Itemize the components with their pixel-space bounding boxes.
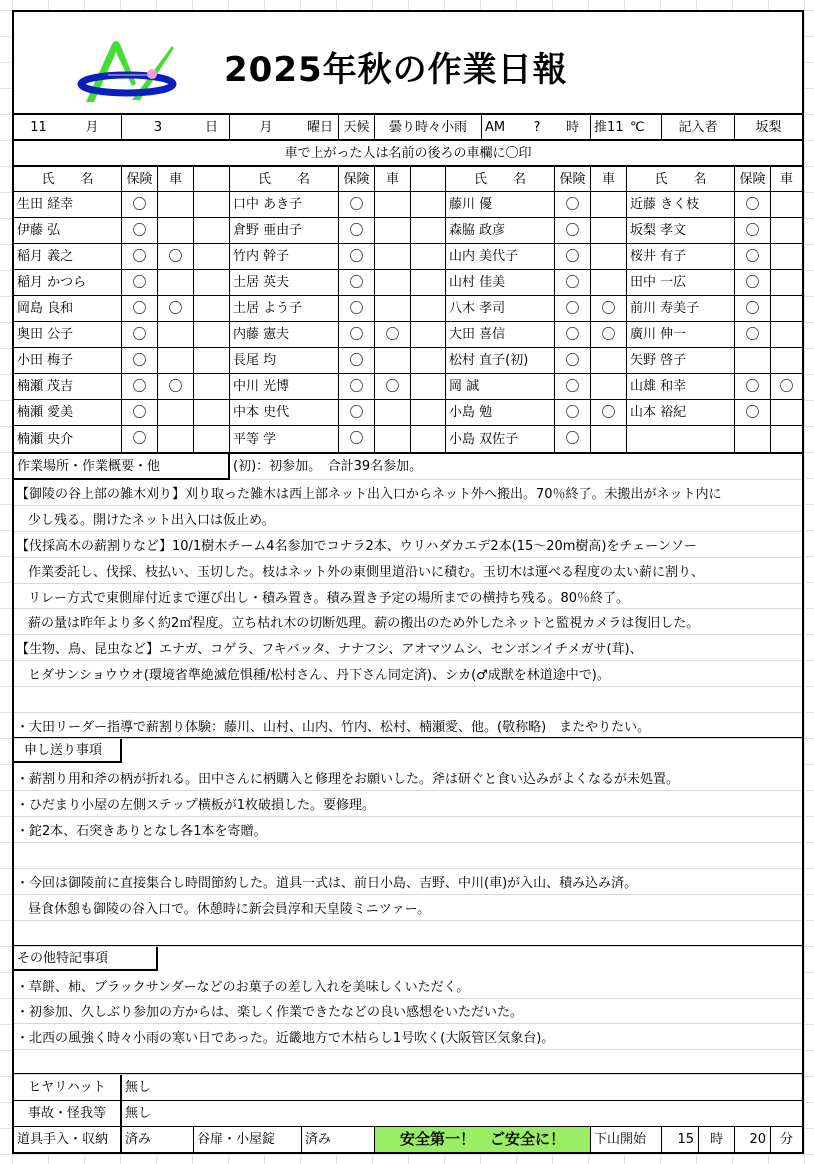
tools-label: 道具手入・収納	[14, 1127, 122, 1152]
car-mark	[771, 348, 802, 374]
month-label: 月	[63, 115, 122, 139]
notes-section	[14, 947, 802, 1075]
work-description-line	[14, 687, 802, 713]
insurance-mark: 〇	[122, 218, 158, 244]
roster-header-car: 車	[771, 167, 802, 192]
car-mark	[771, 322, 802, 348]
roster-spare-cell	[411, 244, 446, 270]
handover-line: ・ひだまり小屋の左側ステップ横板が1枚破損した。要修理。	[14, 791, 802, 817]
descent-minute-label: 分	[779, 1132, 793, 1147]
insurance-mark: 〇	[339, 400, 375, 426]
member-name: 岡 誠	[446, 374, 555, 400]
roster-spare-cell	[194, 218, 230, 244]
car-mark	[375, 400, 411, 426]
member-name: 八木 孝司	[446, 296, 555, 322]
insurance-mark: 〇	[339, 348, 375, 374]
member-name: 近藤 きく枝	[627, 192, 735, 218]
car-mark	[591, 348, 627, 374]
member-name: 奥田 公子	[14, 322, 122, 348]
recorder-value: 坂梨	[755, 119, 782, 135]
member-name: 藤川 優	[446, 192, 555, 218]
member-name: 山雄 和幸	[627, 374, 735, 400]
notes-line	[14, 1050, 802, 1076]
insurance-mark: 〇	[122, 374, 158, 400]
roster-spare-cell	[411, 218, 446, 244]
insurance-mark: 〇	[339, 374, 375, 400]
insurance-mark: 〇	[122, 322, 158, 348]
member-name: 田中 一広	[627, 270, 735, 296]
roster-spare-cell	[411, 348, 446, 374]
car-mark	[771, 426, 802, 452]
roster-header-insurance: 保険	[339, 167, 375, 192]
work-description-line: 作業委託し、伐採、枝払い、玉切した。枝はネット外の東側里道沿いに積む。玉切木は運べる程度の太い薪に割り、	[14, 558, 802, 584]
work-description-line: ・大田リーダー指導で薪割り体験：藤川、山村、山内、竹内、松村、楠瀬愛、他。(敬称略) またやりたい。	[14, 713, 802, 739]
weekday-value: 月	[259, 119, 273, 135]
member-name: 矢野 啓子	[627, 348, 735, 374]
member-name: 前川 寿美子	[627, 296, 735, 322]
member-name: 楠瀬 央介	[14, 426, 122, 452]
car-mark: 〇	[591, 322, 627, 348]
roster-spare-cell	[194, 426, 230, 452]
roster-header-car: 車	[375, 167, 411, 192]
insurance-mark: 〇	[735, 192, 771, 218]
car-mark: 〇	[771, 374, 802, 400]
member-name: 小田 梅子	[14, 348, 122, 374]
roster-header-insurance: 保険	[735, 167, 771, 192]
roster-spare-cell	[194, 192, 230, 218]
roster-spare-cell	[411, 374, 446, 400]
work-description-line: 薪の量は昨年より多く約2㎥程度。立ち枯れ木の切断処理。薪の搬出のため外したネットと監視カメラは復旧した。	[14, 610, 802, 636]
member-name: 生田 経幸	[14, 192, 122, 218]
car-mark	[375, 244, 411, 270]
daily-report-sheet	[12, 10, 804, 1154]
tools-value: 済み	[122, 1127, 194, 1152]
roster-header-car: 車	[158, 167, 194, 192]
descent-hour: 15	[662, 1127, 699, 1152]
handover-line: ・薪割り用和斧の柄が折れる。田中さんに柄購入と修理をお願いした。斧は研ぐと食い込みがよくなるが未処置。	[14, 765, 802, 791]
car-mark	[158, 218, 194, 244]
member-name: 中本 史代	[230, 400, 339, 426]
insurance-mark: 〇	[735, 270, 771, 296]
insurance-mark: 〇	[339, 296, 375, 322]
gate-lock-value: 済み	[302, 1127, 375, 1152]
car-mark	[591, 426, 627, 452]
car-mark	[771, 244, 802, 270]
insurance-mark: 〇	[735, 218, 771, 244]
insurance-mark: 〇	[122, 192, 158, 218]
insurance-mark: 〇	[339, 244, 375, 270]
insurance-mark: 〇	[555, 270, 591, 296]
member-name: 平等 学	[230, 426, 339, 452]
car-mark	[591, 244, 627, 270]
member-roster-table	[14, 167, 802, 454]
insurance-mark: 〇	[122, 426, 158, 452]
car-mark: 〇	[591, 296, 627, 322]
member-name: 楠瀬 愛美	[14, 400, 122, 426]
member-name: 桜井 有子	[627, 244, 735, 270]
car-mark	[158, 426, 194, 452]
car-mark	[591, 374, 627, 400]
car-mark	[591, 192, 627, 218]
roster-header-name: 氏 名	[446, 167, 555, 192]
day-label: 日	[194, 115, 230, 139]
insurance-mark: 〇	[555, 244, 591, 270]
member-name: 土居 よう子	[230, 296, 339, 322]
handover-line	[14, 843, 802, 869]
accident-value: 無し	[122, 1101, 802, 1127]
insurance-mark: 〇	[339, 192, 375, 218]
car-mark: 〇	[375, 322, 411, 348]
roster-spare-cell	[411, 400, 446, 426]
header-info-row	[14, 115, 802, 141]
roster-header-name: 氏 名	[627, 167, 735, 192]
roster-spare-cell	[411, 426, 446, 452]
notes-line: ・草餅、柿、ブラックサンダーなどのお菓子の差し入れを美味しくいただく。	[14, 973, 802, 999]
insurance-mark: 〇	[555, 322, 591, 348]
work-description-line: 【伐採高木の薪割りなど】10/1樹木チーム4名参加でコナラ2本、ウリハダカエデ2本(15～20m樹高)をチェーンソー	[14, 532, 802, 558]
weather-value: 曇り時々小雨	[375, 115, 482, 139]
member-name: 山内 美代子	[446, 244, 555, 270]
temperature-value: 推11	[594, 119, 624, 135]
insurance-mark: 〇	[555, 348, 591, 374]
hour-label: 時	[555, 115, 591, 139]
insurance-mark: 〇	[122, 244, 158, 270]
car-mark	[375, 296, 411, 322]
member-name: 稲月 義之	[14, 244, 122, 270]
work-description-line: ヒダサンショウウオ(環境省準絶滅危惧種/松村さん、丹下さん同定済)、シカ(♂成獣を林道途中で)。	[14, 661, 802, 687]
roster-spare-cell	[194, 374, 230, 400]
member-name: 楠瀬 茂吉	[14, 374, 122, 400]
temperature-unit: ℃	[627, 115, 662, 139]
descent-minute: 20	[735, 1127, 771, 1152]
roster-header-name: 氏 名	[230, 167, 339, 192]
car-mark: 〇	[158, 244, 194, 270]
insurance-mark: 〇	[735, 374, 771, 400]
car-note: 車で上がった人は名前の後ろの車欄に〇印	[14, 141, 802, 167]
roster-spare-cell	[194, 296, 230, 322]
participation-summary: (初)：初参加。 合計39名参加。	[230, 454, 802, 480]
insurance-mark: 〇	[555, 218, 591, 244]
car-mark	[375, 348, 411, 374]
ampm-value: AM	[485, 119, 506, 135]
recorder-label: 記入者	[662, 115, 735, 139]
car-mark: 〇	[158, 296, 194, 322]
member-name: 山本 裕紀	[627, 400, 735, 426]
roster-header-name: 氏 名	[14, 167, 122, 192]
member-name: 土居 英夫	[230, 270, 339, 296]
car-mark	[771, 270, 802, 296]
car-mark: 〇	[375, 374, 411, 400]
car-mark	[375, 192, 411, 218]
member-name: 松村 直子(初)	[446, 348, 555, 374]
insurance-mark: 〇	[555, 192, 591, 218]
member-name: 小島 双佐子	[446, 426, 555, 452]
work-description-line: リレー方式で東側扉付近まで運び出し・積み置き。積み置き予定の場所までの横持ち残る。80％終了。	[14, 584, 802, 610]
work-description-line: 【生物、鳥、昆虫など】エナガ、コゲラ、フキバッタ、ナナフシ、アオマツムシ、センボンイチメガサ(茸)、	[14, 635, 802, 661]
roster-spare-cell	[411, 270, 446, 296]
car-mark	[158, 270, 194, 296]
roster-header-car: 車	[591, 167, 627, 192]
roster-spare-cell	[194, 167, 230, 192]
car-mark: 〇	[591, 400, 627, 426]
title-area	[14, 12, 802, 115]
member-name: 内藤 憲夫	[230, 322, 339, 348]
work-description-line: 【御陵の谷上部の雑木刈り】刈り取った雑木は西上部ネット出入口からネット外へ搬出。70％終了。未搬出がネット内に	[14, 480, 802, 506]
roster-spare-cell	[194, 400, 230, 426]
member-name: 倉野 亜由子	[230, 218, 339, 244]
insurance-mark: 〇	[735, 400, 771, 426]
notes-label: その他特記事項	[14, 947, 158, 971]
near-miss-value: 無し	[122, 1075, 802, 1101]
car-mark	[375, 270, 411, 296]
safety-slogan: 安全第一！ ご安全に！	[375, 1127, 591, 1152]
insurance-mark: 〇	[339, 270, 375, 296]
work-description-line: 少し残る。開けたネット出入口は仮止め。	[14, 506, 802, 532]
insurance-mark: 〇	[122, 270, 158, 296]
member-name: 山村 佳美	[446, 270, 555, 296]
insurance-mark: 〇	[555, 400, 591, 426]
insurance-mark: 〇	[122, 296, 158, 322]
insurance-mark: 〇	[555, 296, 591, 322]
day-value: 3	[153, 119, 163, 135]
handover-line: 昼食休憩も御陵の谷入口で。休憩時に新会員淳和天皇陵ミニツァー。	[14, 895, 802, 921]
car-mark	[771, 192, 802, 218]
member-name: 竹内 幹子	[230, 244, 339, 270]
insurance-mark: 〇	[735, 296, 771, 322]
accident-label: 事故・怪我等	[14, 1101, 122, 1127]
roster-header-insurance: 保険	[555, 167, 591, 192]
car-mark	[158, 400, 194, 426]
roster-spare-cell	[411, 192, 446, 218]
member-name: 長尾 均	[230, 348, 339, 374]
insurance-mark: 〇	[555, 426, 591, 452]
hour-value: ?	[533, 119, 541, 135]
insurance-mark: 〇	[122, 348, 158, 374]
member-name: 中川 光博	[230, 374, 339, 400]
car-mark	[591, 270, 627, 296]
member-name: 口中 あき子	[230, 192, 339, 218]
insurance-mark: 〇	[122, 400, 158, 426]
insurance-mark: 〇	[555, 374, 591, 400]
handover-line	[14, 921, 802, 947]
month-value: 11	[30, 119, 47, 135]
car-mark	[375, 218, 411, 244]
gate-lock-label: 谷扉・小屋錠	[194, 1127, 302, 1152]
car-mark	[158, 348, 194, 374]
insurance-mark: 〇	[339, 218, 375, 244]
work-section	[14, 454, 802, 739]
organization-logo-icon	[74, 34, 184, 106]
weather-label: 天候	[339, 115, 375, 139]
member-name: 稲月 かつら	[14, 270, 122, 296]
roster-spare-cell	[194, 322, 230, 348]
roster-header-insurance: 保険	[122, 167, 158, 192]
page-title: 2025年秋の作業日報	[224, 50, 568, 90]
roster-spare-cell	[411, 167, 446, 192]
car-mark	[591, 218, 627, 244]
handover-line: ・今回は御陵前に直接集合し時間節約した。道具一式は、前日小島、吉野、中川(車)が入山、積み込み済。	[14, 869, 802, 895]
car-mark	[375, 426, 411, 452]
notes-line: ・北西の風強く時々小雨の寒い日であった。近畿地方で木枯らし1号吹く(大阪管区気象台)。	[14, 1024, 802, 1050]
car-mark	[771, 400, 802, 426]
insurance-mark: 〇	[339, 426, 375, 452]
insurance-mark	[735, 348, 771, 374]
member-name: 岡島 良和	[14, 296, 122, 322]
insurance-mark: 〇	[735, 322, 771, 348]
handover-label: 申し送り事項	[14, 739, 122, 763]
member-name: 廣川 伸一	[627, 322, 735, 348]
car-mark	[158, 322, 194, 348]
car-mark	[771, 218, 802, 244]
member-name: 大田 喜信	[446, 322, 555, 348]
roster-spare-cell	[194, 244, 230, 270]
member-name: 森脇 政彦	[446, 218, 555, 244]
roster-spare-cell	[194, 270, 230, 296]
descent-start-label: 下山開始	[591, 1127, 662, 1152]
roster-spare-cell	[411, 296, 446, 322]
weekday-label: 曜日	[302, 115, 339, 139]
car-mark	[771, 296, 802, 322]
member-name: 小島 勉	[446, 400, 555, 426]
descent-hour-label: 時	[699, 1127, 735, 1152]
work-section-label: 作業場所・作業概要・他	[14, 454, 230, 480]
insurance-mark: 〇	[735, 244, 771, 270]
member-name	[627, 426, 735, 452]
car-mark: 〇	[158, 374, 194, 400]
near-miss-label: ヒヤリハット	[14, 1075, 122, 1101]
footer-section	[14, 1075, 802, 1152]
member-name: 伊藤 弘	[14, 218, 122, 244]
handover-section	[14, 739, 802, 947]
car-mark	[158, 192, 194, 218]
notes-line: ・初参加、久しぶり参加の方からは、楽しく作業できたなどの良い感想をいただいた。	[14, 999, 802, 1025]
roster-spare-cell	[194, 348, 230, 374]
handover-line: ・鉈2本、石突きありとなし各1本を寄贈。	[14, 817, 802, 843]
insurance-mark	[735, 426, 771, 452]
member-name: 坂梨 孝文	[627, 218, 735, 244]
roster-spare-cell	[411, 322, 446, 348]
insurance-mark: 〇	[339, 322, 375, 348]
